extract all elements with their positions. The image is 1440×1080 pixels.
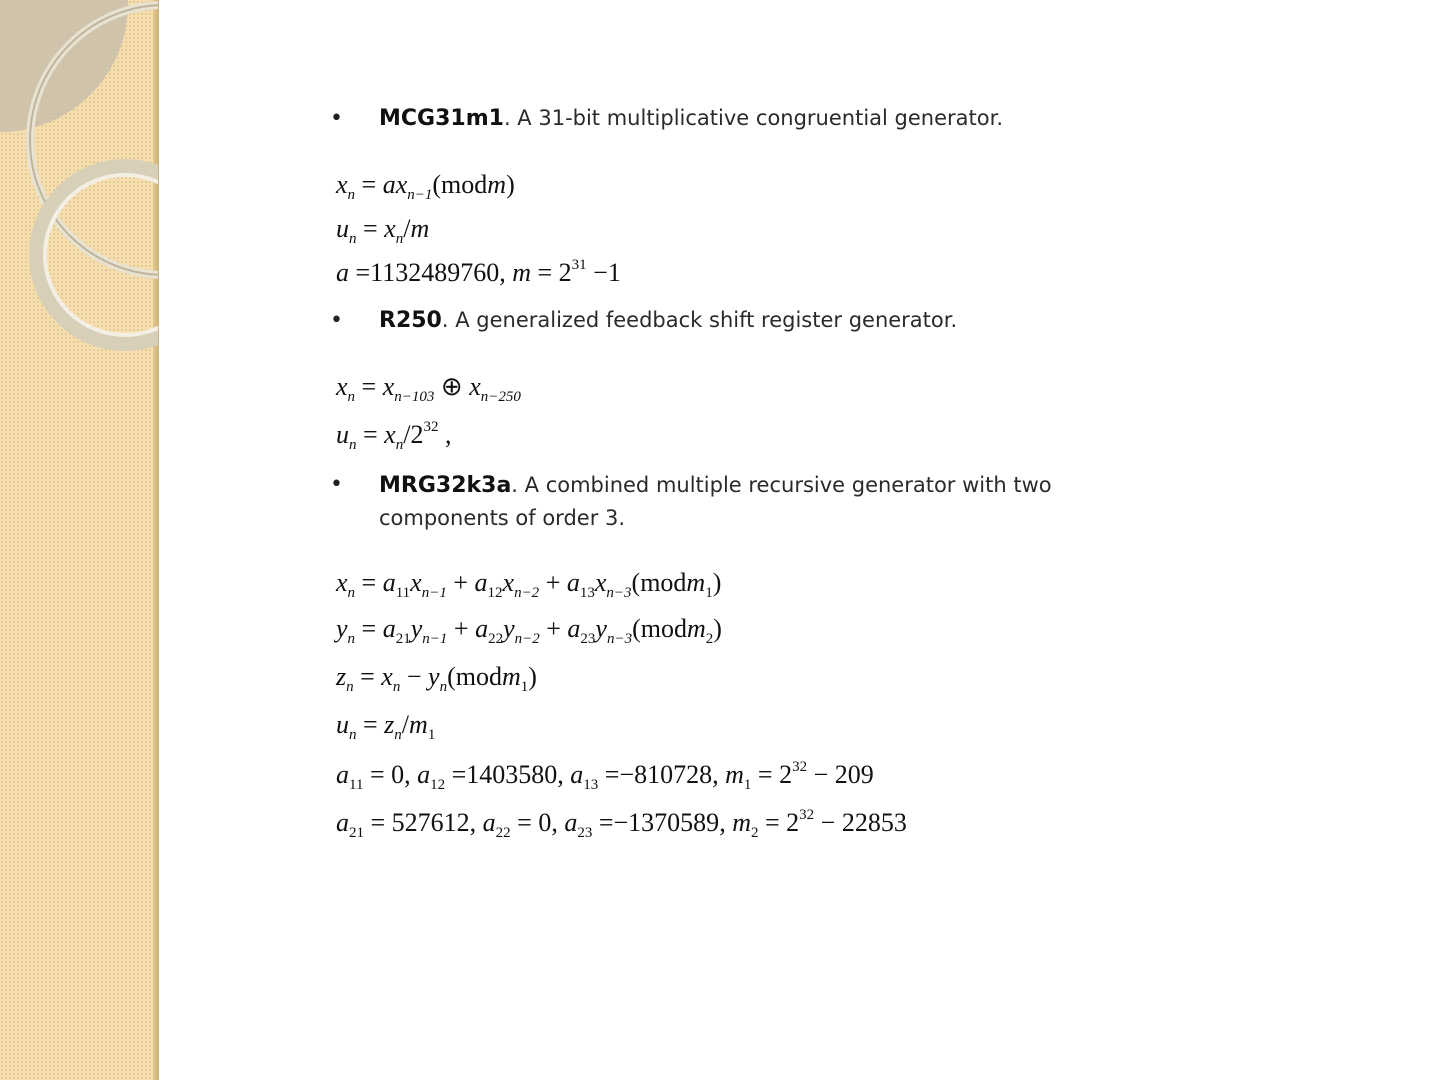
equation-mrg-x: $x_n = a_{11}x_{n-1} + a_{12}x_{n-2}$ + $a_{13}x_{n-3}(modm_1)$ xyxy=(336,568,722,601)
param-a: 1132489760 xyxy=(370,258,500,287)
equation-mrg-uniform: $u_n = z_n/m_1$ xyxy=(336,710,436,743)
item-title: MCG31m1 xyxy=(379,106,504,131)
item-description: . A 31-bit multiplicative congruential generator. xyxy=(503,106,1003,130)
item-description: . A generalized feedback shift register generator. xyxy=(441,308,958,332)
lag-2: n−250 xyxy=(480,389,521,405)
equation-r250-uniform: $u_n = x_n/2^{32}$ , xyxy=(336,419,452,453)
bullet-icon: • xyxy=(330,308,343,333)
equation-r250-recurrence: $x_n = x_{n-103}$ ⊕ $x_{n-250}$ xyxy=(336,372,521,405)
param-m-minus: 1 xyxy=(607,258,621,287)
item-mrg32k3a xyxy=(379,469,1159,535)
param-m1-sub: 209 xyxy=(834,760,874,789)
param-a13: −810728 xyxy=(619,760,713,789)
equation-mrg-z: $z_n = x_n$ − $y_n(modm_1)$ xyxy=(336,662,537,695)
item-r250 xyxy=(379,304,1159,337)
item-title: MRG32k3a xyxy=(379,473,512,498)
param-m1-exp: 32 xyxy=(792,759,808,775)
equation-mrg-params-1: $a_{11} = 0$, $a_{12} =1403580$, $a_{13} =-810728$, $m_1 = 2^{32} - 209$ xyxy=(336,759,874,793)
param-a23: −1370589 xyxy=(613,808,720,837)
param-m-exp: 31 xyxy=(571,257,587,273)
param-m2-sub: 22853 xyxy=(841,808,907,837)
param-a12: 1403580 xyxy=(466,760,558,789)
denom-exp: 32 xyxy=(423,419,439,435)
bullet-icon: • xyxy=(330,106,343,131)
param-m2-exp: 32 xyxy=(799,807,815,823)
item-description: . A combined multiple recursive generator with two components of order 3. xyxy=(379,473,1052,530)
item-mcg31m1 xyxy=(379,102,1159,135)
item-title: R250 xyxy=(379,308,442,333)
bullet-icon: • xyxy=(330,472,343,497)
equation-mcg-recurrence: $x_n$ = $ax_{n-1}(modm)$ xyxy=(336,170,515,203)
param-a22: 0 xyxy=(538,808,552,837)
equation-mcg-uniform: $u_n = x_n/m$ xyxy=(336,214,430,247)
param-a21: 527612 xyxy=(391,808,470,837)
equation-mrg-params-2: $a_{21} = 527612$, $a_{22} = 0$, $a_{23} =-1370589$, $m_2 = 2^{32} - 22853$ xyxy=(336,807,907,841)
lag-1: n−103 xyxy=(394,389,435,405)
equation-mcg-params: a =1132489760, $m = 2^{31} -1$ xyxy=(336,257,621,287)
equation-mrg-y: $y_n = a_{21}y_{n-1} + a_{22}y_{n-2}$ + $a_{23}y_{n-3}(modm_2)$ xyxy=(336,614,722,647)
param-a11: 0 xyxy=(391,760,405,789)
